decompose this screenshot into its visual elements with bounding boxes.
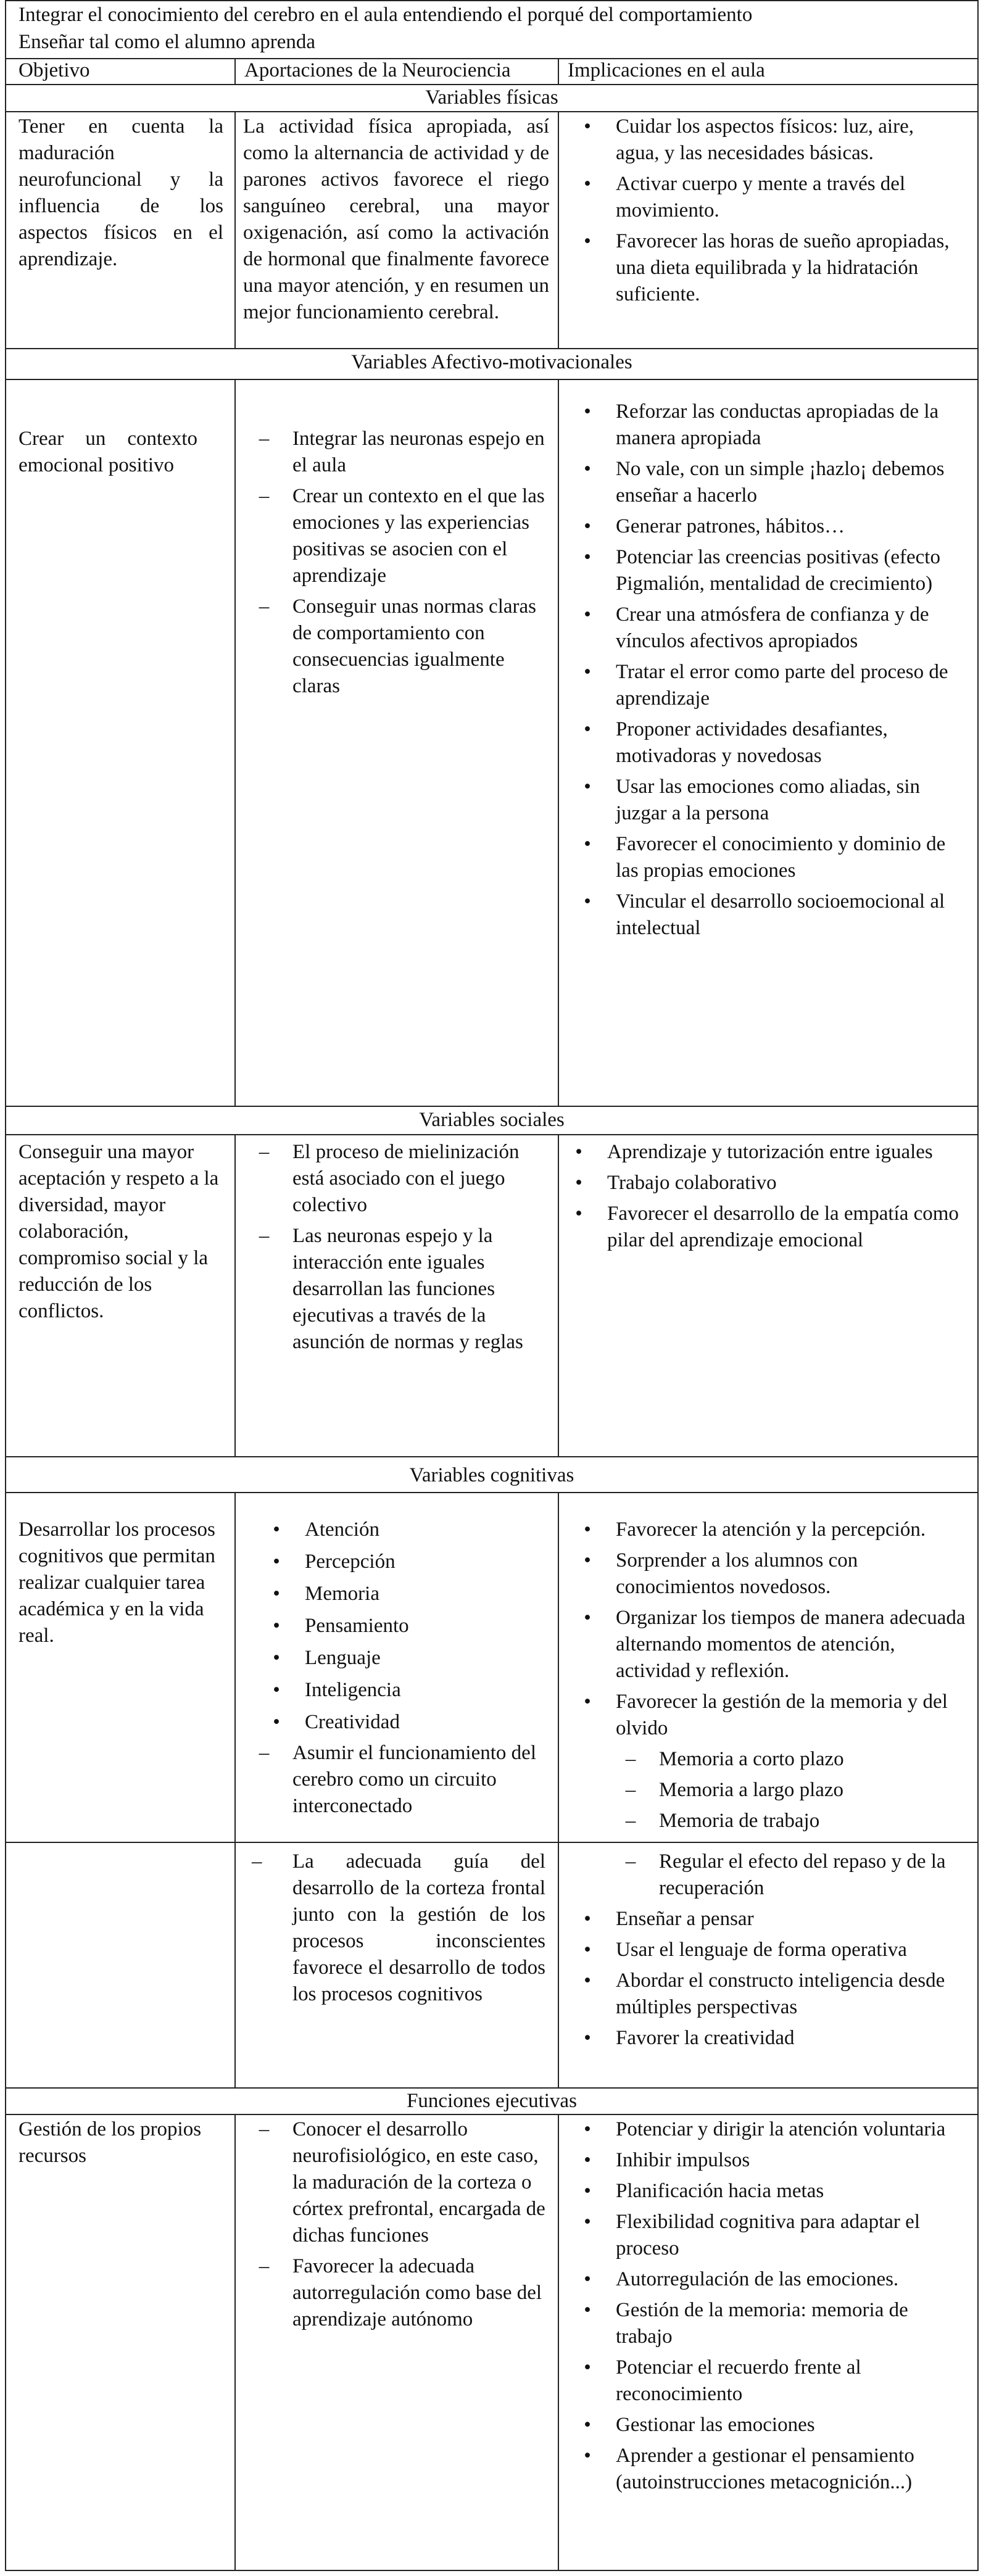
col-divider-2 <box>558 58 559 85</box>
col-divider-1 <box>234 111 236 349</box>
bullet-icon <box>575 228 600 255</box>
col-divider-1 <box>234 1492 236 2089</box>
section-title-sociales: Variables sociales <box>419 1109 565 1131</box>
list-item: • Reforzar las conductas apropiadas de la manera apropiada <box>566 399 967 452</box>
bullet-icon <box>264 1517 289 1543</box>
col-divider-1 <box>234 58 236 85</box>
table-subtitle: Enseñar tal como el alumno aprenda <box>19 31 316 53</box>
bullet-icon <box>264 1677 289 1704</box>
list-item: • Percepción <box>255 1549 545 1575</box>
column-header-implicaciones: Implicaciones en el aula <box>568 59 765 81</box>
list-item: • Favorecer el desarrollo de la empatía como pilar del aprendizaje emocional <box>558 1201 965 1254</box>
ejecutivas-implicaciones <box>566 2116 967 2500</box>
list-item: • Crear una atmósfera de confianza y de vínculos afectivos apropiados <box>566 602 967 655</box>
cognitivas-procesos <box>255 1517 545 1741</box>
dash-icon <box>618 1808 643 1834</box>
fisicas-implicaciones <box>566 114 961 312</box>
bullet-icon <box>575 1937 600 1963</box>
bullet-icon <box>264 1581 289 1607</box>
column-header-aportaciones: Aportaciones de la Neurociencia <box>244 59 511 81</box>
afectivo-objetivo: Crear un contexto emocional positivo <box>19 428 197 476</box>
dash-icon <box>252 1849 276 1875</box>
dash-icon <box>252 426 276 452</box>
fisicas-aportacion: La actividad física apropiada, así como la alternancia de actividad y de parones activos favorece el riego sanguíneo cerebral, una mayor oxigenación, así como la activación de hormonal que finalmente favorece una mayor atención, y en resumen un mejor funcionamiento cerebral. <box>243 115 549 323</box>
list-item: • Favorer la creatividad <box>566 2025 967 2052</box>
list-item: • Aprender a gestionar el pensamiento (autoinstrucciones metacognición...) <box>566 2443 967 2496</box>
list-item: • Planificación hacia metas <box>566 2178 967 2205</box>
bullet-icon <box>575 2025 600 2052</box>
afectivo-aportaciones <box>243 426 545 704</box>
table-border-top <box>5 0 979 1</box>
col-divider-1 <box>234 379 236 1107</box>
list-item: • Tratar el error como parte del proceso de aprendizaje <box>566 659 967 712</box>
list-item: – Memoria a corto plazo <box>566 1746 967 1773</box>
list-item: – Conocer el desarrollo neurofisiológico, en este caso, la maduración de la corteza o córtex prefrontal, encargada de dichas funciones <box>243 2116 545 2249</box>
list-item: • Flexibilidad cognitiva para adaptar el proceso <box>566 2209 967 2262</box>
dash-icon <box>252 2253 276 2280</box>
bullet-icon <box>575 2266 600 2293</box>
col-divider-2 <box>558 2114 559 2571</box>
bullet-icon <box>575 513 600 540</box>
list-item: • Pensamiento <box>255 1613 545 1639</box>
list-item: – Conseguir unas normas claras de comportamiento con consecuencias igualmente claras <box>243 594 545 700</box>
list-item: • Atención <box>255 1517 545 1543</box>
list-item: • Favorecer el conocimiento y dominio de las propias emociones <box>566 831 967 884</box>
bullet-icon <box>575 114 600 140</box>
list-item: • Activar cuerpo y mente a través del movimiento. <box>566 171 961 224</box>
bullet-icon <box>575 602 600 628</box>
bullet-icon <box>575 1605 600 1631</box>
col-divider-2 <box>558 1492 559 2089</box>
bullet-icon <box>264 1613 289 1639</box>
dash-icon <box>252 2116 276 2143</box>
table-border-left <box>5 0 6 2571</box>
list-item: – Integrar las neuronas espejo en el aula <box>243 426 545 479</box>
bullet-icon <box>575 2354 600 2381</box>
sociales-implicaciones <box>558 1139 965 1258</box>
bullet-icon <box>575 1689 600 1715</box>
dash-icon <box>618 1849 643 1875</box>
bullet-icon <box>575 2412 600 2438</box>
list-item: • Creatividad <box>255 1709 545 1736</box>
neuroscience-table <box>5 0 979 2576</box>
bullet-icon <box>575 774 600 800</box>
col-divider-1 <box>234 2114 236 2571</box>
bullet-icon <box>575 1547 600 1574</box>
cognitivas-implicaciones-2 <box>566 1849 967 2056</box>
bullet-icon <box>575 659 600 685</box>
list-item: • Gestionar las emociones <box>566 2412 967 2438</box>
list-item: • Potenciar el recuerdo frente al reconocimiento <box>566 2354 967 2408</box>
list-item: • Inhibir impulsos <box>566 2147 967 2174</box>
cognitivas-aportacion-corteza <box>243 1849 545 2012</box>
bullet-icon <box>575 171 600 197</box>
bullet-icon <box>575 2178 600 2205</box>
section-title-fisicas: Variables físicas <box>425 86 558 109</box>
list-item: • Trabajo colaborativo <box>558 1170 965 1196</box>
list-item: • Memoria <box>255 1581 545 1607</box>
bullet-icon <box>575 544 600 571</box>
list-item: • Favorecer la gestión de la memoria y del olvido <box>566 1689 967 1742</box>
cognitivas-objetivo: Desarrollar los procesos cognitivos que permitan realizar cualquier tarea académica y en la vida real. <box>19 1518 215 1647</box>
col-divider-2 <box>558 111 559 349</box>
bullet-icon <box>575 716 600 743</box>
bullet-icon <box>575 1906 600 1932</box>
bullet-icon <box>264 1549 289 1575</box>
list-item: • Cuidar los aspectos físicos: luz, aire, agua, y las necesidades básicas. <box>566 114 961 167</box>
list-item: • Aprendizaje y tutorización entre iguales <box>558 1139 965 1166</box>
table-title: Integrar el conocimiento del cerebro en el aula entendiendo el porqué del comportamiento <box>19 4 753 26</box>
list-item: – Regular el efecto del repaso y de la recuperación <box>566 1849 967 1902</box>
section-title-afectivo: Variables Afectivo-motivacionales <box>351 351 632 373</box>
sociales-title-rule <box>5 1134 979 1135</box>
list-item: • Favorecer las horas de sueño apropiadas, una dieta equilibrada y la hidratación suficiente. <box>566 228 961 308</box>
ejecutivas-objetivo: Gestión de los propios recursos <box>19 2118 202 2167</box>
list-item: – Las neuronas espejo y la interacción ente iguales desarrollan las funciones ejecutivas a través de la asunción de normas y reglas <box>243 1223 545 1356</box>
dash-icon <box>618 1746 643 1773</box>
ejecutivas-aportaciones <box>243 2116 545 2337</box>
list-item: • Proponer actividades desafiantes, motivadoras y novedosas <box>566 716 967 769</box>
table-border-right <box>977 0 979 2571</box>
list-item: • Sorprender a los alumnos con conocimientos novedosos. <box>566 1547 967 1601</box>
list-item: • Potenciar y dirigir la atención voluntaria <box>566 2116 967 2143</box>
list-item: • Potenciar las creencias positivas (efecto Pigmalión, mentalidad de crecimiento) <box>566 544 967 597</box>
fisicas-title-rule <box>5 111 979 112</box>
fisicas-objetivo: Tener en cuenta la maduración neurofuncional y la influencia de los aspectos físicos en el aprendizaje. <box>19 115 223 270</box>
cognitivas-title-rule <box>5 1492 979 1493</box>
list-item: – Memoria de trabajo <box>566 1808 967 1834</box>
bullet-icon <box>575 456 600 482</box>
column-header-objetivo: Objetivo <box>19 59 90 81</box>
list-item: • Generar patrones, hábitos… <box>566 513 967 540</box>
list-item: • Enseñar a pensar <box>566 1906 967 1932</box>
bullet-icon <box>575 888 600 915</box>
dash-icon <box>252 1139 276 1166</box>
list-item: • Vincular el desarrollo socioemocional al intelectual <box>566 888 967 942</box>
list-item: • Inteligencia <box>255 1677 545 1704</box>
bullet-icon <box>575 2209 600 2235</box>
section-title-ejecutivas: Funciones ejecutivas <box>407 2090 577 2112</box>
cognitivas-implicaciones <box>566 1517 967 1839</box>
sociales-bottom-rule <box>5 1456 979 1457</box>
afectivo-title-rule <box>5 379 979 380</box>
dash-icon <box>252 1740 276 1766</box>
list-item: • Lenguaje <box>255 1645 545 1671</box>
list-item: – Crear un contexto en el que las emociones y las experiencias positivas se asocien con el aprendizaje <box>243 483 545 589</box>
table-border-bottom <box>5 2570 979 2571</box>
sociales-aportaciones <box>243 1139 545 1360</box>
list-item: – Memoria a largo plazo <box>566 1777 967 1804</box>
dash-icon <box>252 594 276 620</box>
dash-icon <box>252 483 276 510</box>
section-title-cognitivas: Variables cognitivas <box>409 1464 574 1486</box>
bullet-icon <box>264 1645 289 1671</box>
bullet-icon <box>575 1968 600 1994</box>
col-divider-1 <box>234 1134 236 1457</box>
bullet-icon <box>566 1170 591 1196</box>
list-item: – Favorecer la adecuada autorregulación como base del aprendizaje autónomo <box>243 2253 545 2333</box>
bullet-icon <box>575 2297 600 2324</box>
list-item: – Asumir el funcionamiento del cerebro como un circuito interconectado <box>243 1740 545 1820</box>
bullet-icon <box>566 1201 591 1227</box>
list-item: • Gestión de la memoria: memoria de trabajo <box>566 2297 967 2350</box>
list-item: • Favorecer la atención y la percepción. <box>566 1517 967 1543</box>
list-item: • Abordar el constructo inteligencia desde múltiples perspectivas <box>566 1968 967 2021</box>
list-item: • Usar las emociones como aliadas, sin juzgar a la persona <box>566 774 967 827</box>
list-item: – La adecuada guía del desarrollo de la corteza frontal junto con la gestión de los procesos inconscientes favorece el desarrollo de todos los procesos cognitivos <box>243 1849 545 2008</box>
bullet-icon <box>575 2443 600 2469</box>
list-item: • Organizar los tiempos de manera adecuada alternando momentos de atención, actividad y reflexión. <box>566 1605 967 1684</box>
afectivo-implicaciones <box>566 399 967 946</box>
list-item: • Usar el lenguaje de forma operativa <box>566 1937 967 1963</box>
list-item: • No vale, con un simple ¡hazlo¡ debemos enseñar a hacerlo <box>566 456 967 509</box>
list-item: – El proceso de mielinización está asociado con el juego colectivo <box>243 1139 545 1219</box>
bullet-icon <box>575 831 600 858</box>
cognitivas-split-rule <box>5 1842 979 1843</box>
bullet-icon <box>575 1517 600 1543</box>
bullet-icon <box>264 1709 289 1736</box>
sociales-objetivo: Conseguir una mayor aceptación y respeto a la diversidad, mayor colaboración, compromiso social y la reducción de los conflictos. <box>19 1141 219 1322</box>
cognitivas-aportacion-circuito <box>243 1740 545 1824</box>
bullet-icon <box>575 2116 600 2143</box>
bullet-icon <box>566 1139 591 1166</box>
col-divider-2 <box>558 379 559 1107</box>
dash-icon <box>252 1223 276 1249</box>
list-item: • Autorregulación de las emociones. <box>566 2266 967 2293</box>
bullet-icon <box>575 399 600 425</box>
bullet-icon <box>575 2147 600 2174</box>
dash-icon <box>618 1777 643 1804</box>
